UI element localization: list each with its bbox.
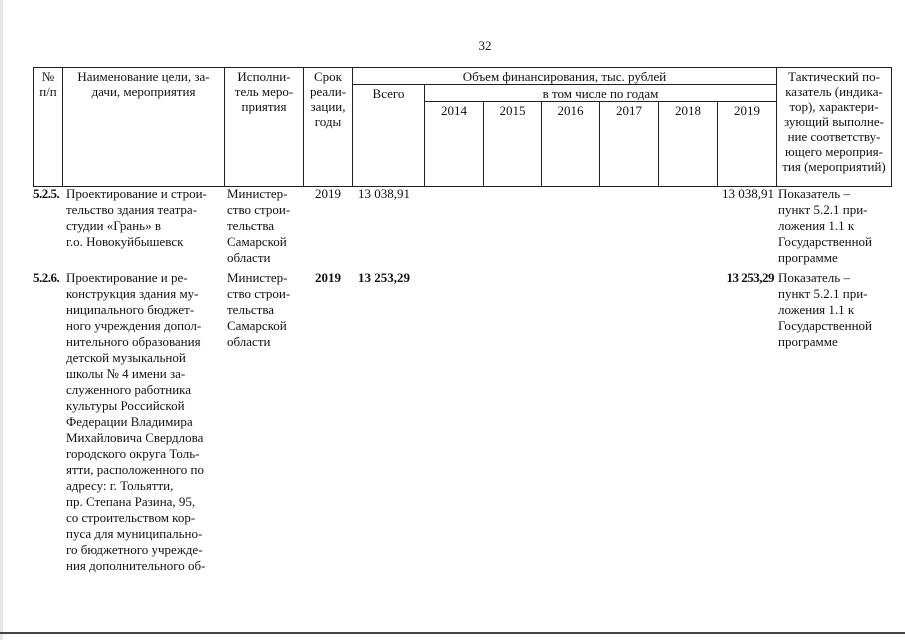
header-year-2017: 2017 — [600, 102, 659, 187]
indicator-line: пункт 5.2.1 при- — [778, 286, 868, 301]
name-line: ниципального бюджет- — [66, 302, 195, 317]
name-line: детской музыкальной — [66, 350, 186, 365]
name-line: Проектирование и строи- — [66, 186, 207, 201]
row-number: 5.2.6. — [33, 270, 60, 285]
name-line: нительного образования — [66, 334, 201, 349]
name-line: го бюджетного учрежде- — [66, 542, 203, 557]
row-total: 13 038,91 — [358, 186, 410, 201]
indicator-line: Государственной — [778, 318, 873, 333]
name-line: Федерации Владимира — [66, 414, 193, 429]
scan-left-edge — [0, 0, 3, 640]
executor-line: области — [227, 334, 271, 349]
name-line: ного учреждения допол- — [66, 318, 202, 333]
executor-line: области — [227, 250, 271, 265]
row-indicator — [778, 270, 896, 350]
indicator-line: Показатель – — [778, 270, 850, 285]
indicator-line: Государственной — [778, 234, 873, 249]
table-header — [33, 67, 892, 187]
header-executor: Исполни-тель меро-приятия — [225, 68, 304, 187]
executor-line: Самарской — [227, 318, 287, 333]
row-name — [66, 270, 226, 574]
name-line: культуры Российской — [66, 398, 185, 413]
name-line: адресу: г. Тольятти, — [66, 478, 174, 493]
row-total: 13 253,29 — [358, 270, 410, 285]
row-number: 5.2.5. — [33, 186, 60, 201]
executor-line: ство строи- — [227, 286, 291, 301]
executor-line: тельства — [227, 218, 275, 233]
name-line: студии «Грань» в — [66, 218, 161, 233]
name-line: Михайловича Свердлова — [66, 430, 204, 445]
row-name — [66, 186, 226, 250]
row-term: 2019 — [315, 270, 341, 285]
header-year-2016: 2016 — [542, 102, 600, 187]
executor-line: тельства — [227, 302, 275, 317]
indicator-line: программе — [778, 250, 838, 265]
indicator-line: программе — [778, 334, 838, 349]
row-2019-value: 13 253,29 — [726, 270, 774, 285]
name-line: городского округа Толь- — [66, 446, 200, 461]
header-term: Срок реали-зации, годы — [304, 68, 353, 187]
name-line: служенного работника — [66, 382, 192, 397]
header-name: Наименование цели, за-дачи, мероприятия — [63, 68, 225, 187]
header-total: Всего — [353, 85, 425, 187]
executor-line: Самарской — [227, 234, 287, 249]
header-year-2014: 2014 — [425, 102, 484, 187]
row-executor — [227, 186, 305, 266]
name-line: тельство здания театра- — [66, 202, 198, 217]
name-line: ния дополнительного об- — [66, 558, 206, 573]
executor-line: Министер- — [227, 186, 288, 201]
executor-line: ство строи- — [227, 202, 291, 217]
header-indicator: Тактический по-казатель (индика-тор), характери-зующий выполне-ние соответству-ющего мероприя-тия (мероприятий) — [777, 68, 892, 187]
header-year-2019: 2019 — [718, 102, 777, 187]
header-by-years: в том числе по годам — [425, 85, 777, 102]
indicator-line: ложения 1.1 к — [778, 302, 855, 317]
name-line: со строительством кор- — [66, 510, 196, 525]
indicator-line: Показатель – — [778, 186, 850, 201]
name-line: ятти, расположенного по — [66, 462, 204, 477]
name-line: пр. Степана Разина, 95, — [66, 494, 196, 509]
name-line: школы № 4 имени за- — [66, 366, 186, 381]
header-year-2018: 2018 — [659, 102, 718, 187]
indicator-line: ложения 1.1 к — [778, 218, 855, 233]
name-line: конструкция здания му- — [66, 286, 199, 301]
name-line: Проектирование и ре- — [66, 270, 188, 285]
header-funding: Объем финансирования, тыс. рублей — [353, 68, 777, 85]
executor-line: Министер- — [227, 270, 288, 285]
name-line: г.о. Новокуйбышевск — [66, 234, 184, 249]
row-indicator — [778, 186, 896, 266]
page-bottom-rule — [0, 632, 905, 634]
header-year-2015: 2015 — [484, 102, 542, 187]
row-2019-value: 13 038,91 — [722, 186, 774, 201]
row-term: 2019 — [315, 186, 341, 201]
page-number: 32 — [478, 38, 492, 53]
name-line: пуса для муниципально- — [66, 526, 203, 541]
row-executor — [227, 270, 305, 350]
header-no: № п/п — [34, 68, 63, 187]
indicator-line: пункт 5.2.1 при- — [778, 202, 868, 217]
